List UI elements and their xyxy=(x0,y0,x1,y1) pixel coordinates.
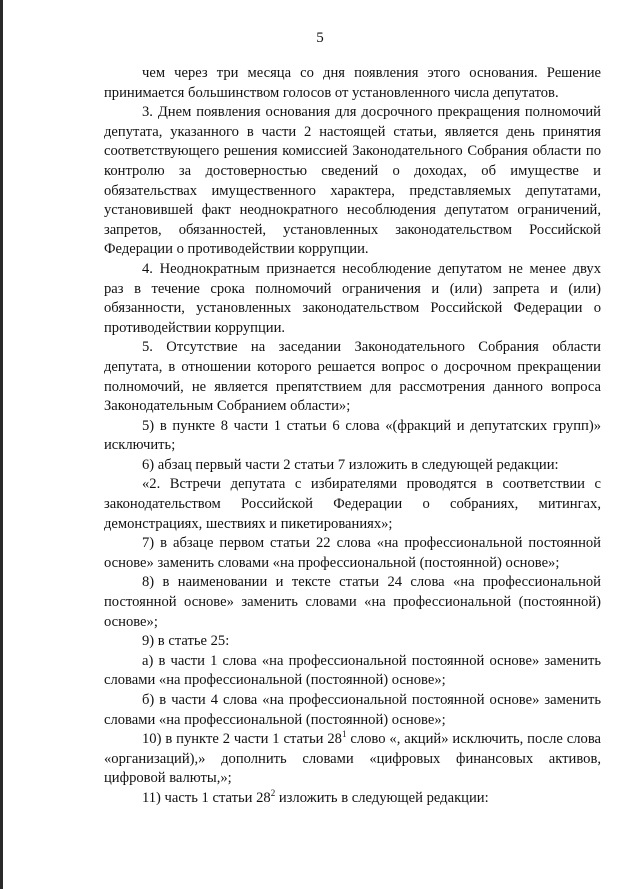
paragraph: 4. Неоднократным признается несоблюдение депутатом не менее двух раз в течение срока полномочий ограничения и (или) запрета и (или) обязанности, установленных законодательством Российской Федерации о противодействии коррупции. xyxy=(104,260,601,336)
paragraph xyxy=(104,730,601,789)
paragraph-text: слово «, акций» исключить, после слова «организаций),» дополнить словами «цифровых финансовых активов, цифровой валюты,»; xyxy=(104,731,601,787)
paragraph-text: изложить в следующей редакции: xyxy=(275,789,489,806)
paragraph: 5) в пункте 8 части 1 статьи 6 слова «(фракций и депутатских групп)» исключить; xyxy=(104,417,601,454)
superscript: 2 xyxy=(270,788,276,799)
page-number: 5 xyxy=(316,30,324,46)
superscript: 1 xyxy=(341,729,347,740)
paragraph-text: 10) в пункте 2 части 1 статьи 28 xyxy=(142,731,342,748)
document-body xyxy=(104,64,601,809)
paragraph-text: 11) часть 1 статьи 28 xyxy=(142,789,271,806)
scan-edge xyxy=(0,0,3,889)
paragraph: 3. Днем появления основания для досрочного прекращения полномочий депутата, указанного в части 2 настоящей статьи, является день принятия соответствующего решения комиссией Законодательного Собрания области по контролю за достоверностью сведений о доходах, об имуществе и обязательствах имущественного характера, представляемых депутатами, установившей факт неоднократного несоблюдения депутатом ограничений, запретов, обязанностей, установленных законодательством Российской Федерации о противодействии коррупции. xyxy=(104,104,601,258)
paragraph: чем через три месяца со дня появления этого основания. Решение принимается большинством голосов от установленного числа депутатов. xyxy=(104,65,601,101)
paragraph: 8) в наименовании и тексте статьи 24 слова «на профессиональной постоянной основе» заменить словами «на профессиональной (постоянной) основе»; xyxy=(104,574,601,630)
paragraph: а) в части 1 слова «на профессиональной постоянной основе» заменить словами «на профессиональной (постоянной) основе»; xyxy=(104,652,601,689)
paragraph xyxy=(104,789,601,809)
paragraph: 9) в статье 25: xyxy=(142,633,230,650)
paragraph: 7) в абзаце первом статьи 22 слова «на профессиональной постоянной основе» заменить словами «на профессиональной (постоянной) основе»; xyxy=(104,535,601,571)
paragraph: б) в части 4 слова «на профессиональной постоянной основе» заменить словами «на профессиональной (постоянной) основе»; xyxy=(104,692,601,728)
paragraph: «2. Встречи депутата с избирателями проводятся в соответствии с законодательством Российской Федерации о собраниях, митингах, демонстрациях, шествиях и пикетированиях»; xyxy=(104,476,601,532)
paragraph: 6) абзац первый части 2 статьи 7 изложить в следующей редакции: xyxy=(142,456,559,473)
paragraph: 5. Отсутствие на заседании Законодательного Собрания области депутата, в отношении которого решается вопрос о досрочном прекращении полномочий, не является препятствием для рассмотрения данного вопроса Законодательным Собранием области»; xyxy=(104,339,601,415)
